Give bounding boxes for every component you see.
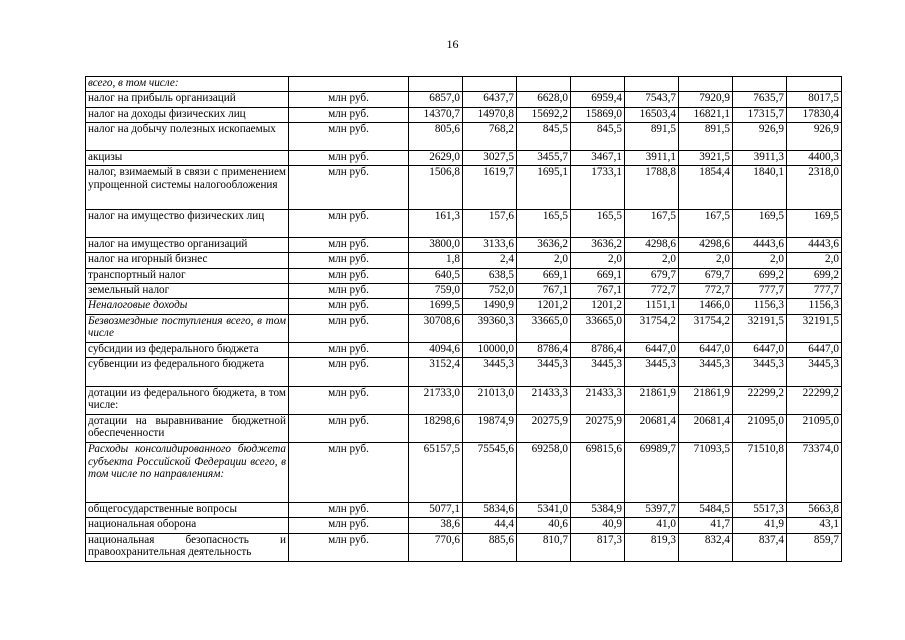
value-cell: 640,5 [409,268,463,283]
value-cell: 7635,7 [733,92,787,107]
value-cell: 31754,2 [679,314,733,342]
row-label: налог, взимаемый в связи с применением упрощенной системы налогообложения [86,166,289,209]
value-cell: 2,0 [571,253,625,268]
value-cell: 7543,7 [625,92,679,107]
value-cell: 832,4 [679,533,733,561]
value-cell: 2,0 [733,253,787,268]
value-cell: 699,2 [787,268,842,283]
value-cell: 14970,8 [463,107,517,122]
row-label: субсидии из федерального бюджета [86,342,289,357]
value-cell: 2,0 [679,253,733,268]
value-cell: 669,1 [571,268,625,283]
value-cell: 4094,6 [409,342,463,357]
unit-cell: млн руб. [289,503,409,518]
value-cell: 20275,9 [571,414,625,442]
value-cell: 768,2 [463,122,517,150]
value-cell: 16821,1 [679,107,733,122]
table-row [86,166,842,209]
row-label: налог на добычу полезных ископаемых [86,122,289,150]
table-row [86,77,842,92]
value-cell: 4400,3 [787,151,842,166]
value-cell: 5517,3 [733,503,787,518]
value-cell: 71510,8 [733,443,787,503]
value-cell: 167,5 [679,209,733,237]
value-cell: 6447,0 [679,342,733,357]
unit-cell: млн руб. [289,122,409,150]
table-row [86,238,842,253]
value-cell: 21433,3 [571,386,625,414]
value-cell: 165,5 [517,209,571,237]
row-label: Неналоговые доходы [86,299,289,314]
table-row [86,253,842,268]
value-cell: 805,6 [409,122,463,150]
value-cell: 3445,3 [787,358,842,386]
value-cell: 71093,5 [679,443,733,503]
value-cell: 6447,0 [787,342,842,357]
value-cell: 770,6 [409,533,463,561]
table-row [86,151,842,166]
unit-cell: млн руб. [289,414,409,442]
table-row [86,122,842,150]
value-cell: 1788,8 [625,166,679,209]
unit-cell: млн руб. [289,342,409,357]
value-cell: 21433,3 [517,386,571,414]
value-cell: 759,0 [409,284,463,299]
table-row [86,358,842,386]
row-label: дотации из федерального бюджета, в том числе: [86,386,289,414]
value-cell [517,77,571,92]
table-row [86,314,842,342]
value-cell: 1466,0 [679,299,733,314]
value-cell: 20681,4 [679,414,733,442]
unit-cell: млн руб. [289,92,409,107]
value-cell: 6959,4 [571,92,625,107]
unit-cell: млн руб. [289,107,409,122]
table-row [86,518,842,533]
value-cell: 699,2 [733,268,787,283]
value-cell: 817,3 [571,533,625,561]
value-cell: 31754,2 [625,314,679,342]
value-cell: 21861,9 [625,386,679,414]
unit-cell: млн руб. [289,358,409,386]
unit-cell: млн руб. [289,299,409,314]
value-cell: 14370,7 [409,107,463,122]
value-cell: 5077,1 [409,503,463,518]
value-cell: 41,9 [733,518,787,533]
unit-cell: млн руб. [289,151,409,166]
row-label: налог на доходы физических лиц [86,107,289,122]
budget-table [85,76,842,562]
value-cell: 1151,1 [625,299,679,314]
value-cell [409,77,463,92]
value-cell: 39360,3 [463,314,517,342]
value-cell: 40,9 [571,518,625,533]
value-cell: 859,7 [787,533,842,561]
value-cell: 8017,5 [787,92,842,107]
table-row [86,284,842,299]
value-cell: 69258,0 [517,443,571,503]
value-cell: 885,6 [463,533,517,561]
row-label: национальная оборона [86,518,289,533]
value-cell: 1619,7 [463,166,517,209]
value-cell: 837,4 [733,533,787,561]
table-row [86,342,842,357]
unit-cell: млн руб. [289,238,409,253]
value-cell: 845,5 [571,122,625,150]
row-label: Безвозмездные поступления всего, в том числе [86,314,289,342]
value-cell: 20681,4 [625,414,679,442]
value-cell: 3911,3 [733,151,787,166]
row-label: налог на имущество физических лиц [86,209,289,237]
value-cell [571,77,625,92]
value-cell: 18298,6 [409,414,463,442]
value-cell: 33665,0 [517,314,571,342]
value-cell: 1156,3 [733,299,787,314]
value-cell: 167,5 [625,209,679,237]
value-cell: 767,1 [517,284,571,299]
value-cell: 1201,2 [517,299,571,314]
value-cell: 6447,0 [625,342,679,357]
value-cell: 8786,4 [571,342,625,357]
value-cell: 2,4 [463,253,517,268]
value-cell: 3027,5 [463,151,517,166]
value-cell: 38,6 [409,518,463,533]
value-cell: 21733,0 [409,386,463,414]
value-cell: 40,6 [517,518,571,533]
value-cell: 1840,1 [733,166,787,209]
value-cell: 1,8 [409,253,463,268]
value-cell: 169,5 [787,209,842,237]
value-cell: 19874,9 [463,414,517,442]
table-row [86,209,842,237]
row-label: субвенции из федерального бюджета [86,358,289,386]
value-cell: 3133,6 [463,238,517,253]
value-cell: 44,4 [463,518,517,533]
value-cell: 17315,7 [733,107,787,122]
unit-cell: млн руб. [289,253,409,268]
row-label: налог на прибыль организаций [86,92,289,107]
value-cell: 21095,0 [787,414,842,442]
value-cell: 679,7 [679,268,733,283]
row-label: транспортный налог [86,268,289,283]
value-cell: 2,0 [517,253,571,268]
value-cell: 3445,3 [463,358,517,386]
value-cell: 3800,0 [409,238,463,253]
value-cell: 21095,0 [733,414,787,442]
value-cell: 4443,6 [733,238,787,253]
value-cell: 767,1 [571,284,625,299]
value-cell [787,77,842,92]
value-cell: 32191,5 [787,314,842,342]
unit-cell: млн руб. [289,268,409,283]
value-cell: 33665,0 [571,314,625,342]
value-cell: 819,3 [625,533,679,561]
row-label: национальная безопасность и правоохранительная деятельность [86,533,289,561]
value-cell: 777,7 [733,284,787,299]
row-label: налог на игорный бизнес [86,253,289,268]
value-cell: 5834,6 [463,503,517,518]
value-cell: 3455,7 [517,151,571,166]
value-cell: 845,5 [517,122,571,150]
value-cell: 3152,4 [409,358,463,386]
value-cell: 4443,6 [787,238,842,253]
value-cell: 17830,4 [787,107,842,122]
value-cell: 41,0 [625,518,679,533]
value-cell: 3911,1 [625,151,679,166]
value-cell: 169,5 [733,209,787,237]
unit-cell: млн руб. [289,386,409,414]
row-label: акцизы [86,151,289,166]
value-cell: 777,7 [787,284,842,299]
value-cell: 3445,3 [571,358,625,386]
value-cell: 157,6 [463,209,517,237]
value-cell: 669,1 [517,268,571,283]
table-row [86,107,842,122]
table-row [86,414,842,442]
unit-cell: млн руб. [289,209,409,237]
table-row [86,299,842,314]
value-cell: 6857,0 [409,92,463,107]
value-cell: 5397,7 [625,503,679,518]
value-cell: 43,1 [787,518,842,533]
value-cell: 926,9 [787,122,842,150]
value-cell: 891,5 [625,122,679,150]
value-cell: 3445,3 [733,358,787,386]
table-row [86,443,842,503]
value-cell: 69989,7 [625,443,679,503]
value-cell: 5341,0 [517,503,571,518]
row-label: налог на имущество организаций [86,238,289,253]
value-cell: 5484,5 [679,503,733,518]
value-cell: 21013,0 [463,386,517,414]
value-cell: 5384,9 [571,503,625,518]
value-cell [625,77,679,92]
value-cell: 8786,4 [517,342,571,357]
value-cell: 161,3 [409,209,463,237]
value-cell: 1490,9 [463,299,517,314]
row-label: общегосударственные вопросы [86,503,289,518]
value-cell: 6437,7 [463,92,517,107]
value-cell: 1854,4 [679,166,733,209]
value-cell: 22299,2 [733,386,787,414]
value-cell: 7920,9 [679,92,733,107]
value-cell: 810,7 [517,533,571,561]
value-cell: 1695,1 [517,166,571,209]
value-cell: 5663,8 [787,503,842,518]
value-cell: 73374,0 [787,443,842,503]
unit-cell: млн руб. [289,314,409,342]
table-row [86,386,842,414]
unit-cell: млн руб. [289,284,409,299]
value-cell: 165,5 [571,209,625,237]
value-cell: 69815,6 [571,443,625,503]
value-cell: 1201,2 [571,299,625,314]
value-cell: 1156,3 [787,299,842,314]
value-cell [679,77,733,92]
value-cell: 4298,6 [625,238,679,253]
value-cell: 3467,1 [571,151,625,166]
unit-cell: млн руб. [289,518,409,533]
value-cell: 3636,2 [517,238,571,253]
value-cell [733,77,787,92]
value-cell: 3445,3 [625,358,679,386]
value-cell: 2,0 [625,253,679,268]
value-cell: 30708,6 [409,314,463,342]
value-cell: 32191,5 [733,314,787,342]
table-row [86,533,842,561]
value-cell: 772,7 [679,284,733,299]
value-cell: 4298,6 [679,238,733,253]
value-cell: 15869,0 [571,107,625,122]
row-label: Расходы консолидированного бюджета субъекта Российской Федерации всего, в том числе по направлениям: [86,443,289,503]
value-cell: 20275,9 [517,414,571,442]
unit-cell [289,77,409,92]
value-cell: 15692,2 [517,107,571,122]
value-cell: 65157,5 [409,443,463,503]
value-cell: 1699,5 [409,299,463,314]
unit-cell: млн руб. [289,166,409,209]
value-cell: 6628,0 [517,92,571,107]
row-label: всего, в том числе: [86,77,289,92]
row-label: земельный налог [86,284,289,299]
unit-cell: млн руб. [289,533,409,561]
value-cell: 6447,0 [733,342,787,357]
page-number: 16 [446,37,459,51]
value-cell: 3636,2 [571,238,625,253]
table-row [86,503,842,518]
value-cell: 3445,3 [679,358,733,386]
value-cell: 3921,5 [679,151,733,166]
value-cell: 2629,0 [409,151,463,166]
value-cell: 679,7 [625,268,679,283]
value-cell: 2318,0 [787,166,842,209]
value-cell: 10000,0 [463,342,517,357]
unit-cell: млн руб. [289,443,409,503]
value-cell: 752,0 [463,284,517,299]
value-cell: 41,7 [679,518,733,533]
value-cell: 16503,4 [625,107,679,122]
value-cell: 75545,6 [463,443,517,503]
value-cell: 891,5 [679,122,733,150]
table-row [86,92,842,107]
row-label: дотации на выравнивание бюджетной обеспеченности [86,414,289,442]
value-cell: 638,5 [463,268,517,283]
value-cell: 22299,2 [787,386,842,414]
value-cell: 3445,3 [517,358,571,386]
value-cell [463,77,517,92]
value-cell: 1733,1 [571,166,625,209]
value-cell: 772,7 [625,284,679,299]
value-cell: 21861,9 [679,386,733,414]
value-cell: 1506,8 [409,166,463,209]
table-row [86,268,842,283]
value-cell: 2,0 [787,253,842,268]
value-cell: 926,9 [733,122,787,150]
